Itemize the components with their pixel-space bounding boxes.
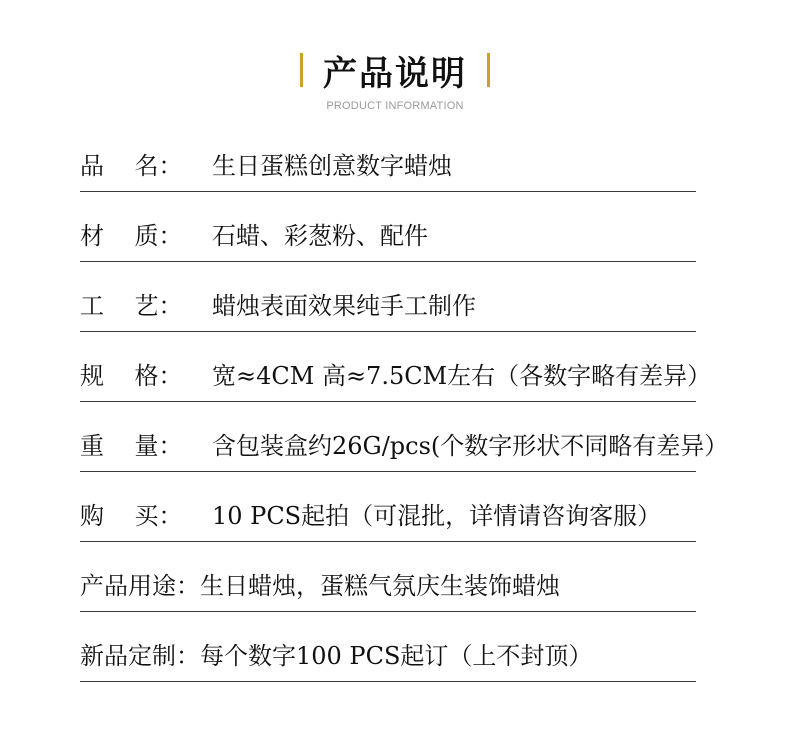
spec-row-custom	[80, 624, 696, 694]
spec-list	[80, 134, 729, 694]
divider	[80, 191, 696, 192]
spec-value: 蜡烛表面效果纯手工制作	[212, 292, 476, 320]
spec-label: 产品用途：	[80, 572, 200, 600]
divider	[80, 611, 696, 612]
spec-row-usage	[80, 554, 696, 624]
spec-value: 宽≈4CM 高≈7.5CM左右（各数字略有差异）	[212, 362, 712, 390]
divider	[80, 471, 696, 472]
spec-value: 含包装盒约26G/pcs(个数字形状不同略有差异）	[212, 432, 729, 460]
spec-label: 购 买：	[80, 502, 183, 530]
spec-label: 品 名：	[80, 152, 183, 180]
spec-row-name	[80, 134, 696, 204]
spec-value: 生日蛋糕创意数字蜡烛	[212, 152, 452, 180]
spec-label: 材 质：	[80, 222, 183, 250]
spec-value: 石蜡、彩葱粉、配件	[212, 222, 428, 250]
page-title: 产品说明	[323, 53, 467, 94]
spec-label: 规 格：	[80, 362, 183, 390]
header	[0, 44, 790, 112]
divider	[80, 541, 696, 542]
spec-row-material	[80, 204, 696, 274]
divider	[80, 681, 696, 682]
spec-row-weight	[80, 414, 729, 484]
spec-value: 生日蜡烛，蛋糕气氛庆生装饰蜡烛	[200, 572, 560, 600]
spec-row-craft	[80, 274, 696, 344]
title-left-bar	[300, 53, 303, 87]
spec-label: 新品定制：	[80, 642, 200, 670]
divider	[80, 401, 696, 402]
spec-label: 重 量：	[80, 432, 183, 460]
spec-value: 10 PCS起拍（可混批，详情请咨询客服）	[212, 502, 662, 530]
spec-row-purchase	[80, 484, 696, 554]
title-row	[0, 44, 790, 96]
page-subtitle: PRODUCT INFORMATION	[326, 100, 464, 112]
spec-row-size	[80, 344, 712, 414]
divider	[80, 261, 696, 262]
spec-label: 工 艺：	[80, 292, 183, 320]
divider	[80, 331, 696, 332]
title-right-bar	[487, 53, 490, 87]
spec-value: 每个数字100 PCS起订（上不封顶）	[200, 642, 593, 670]
